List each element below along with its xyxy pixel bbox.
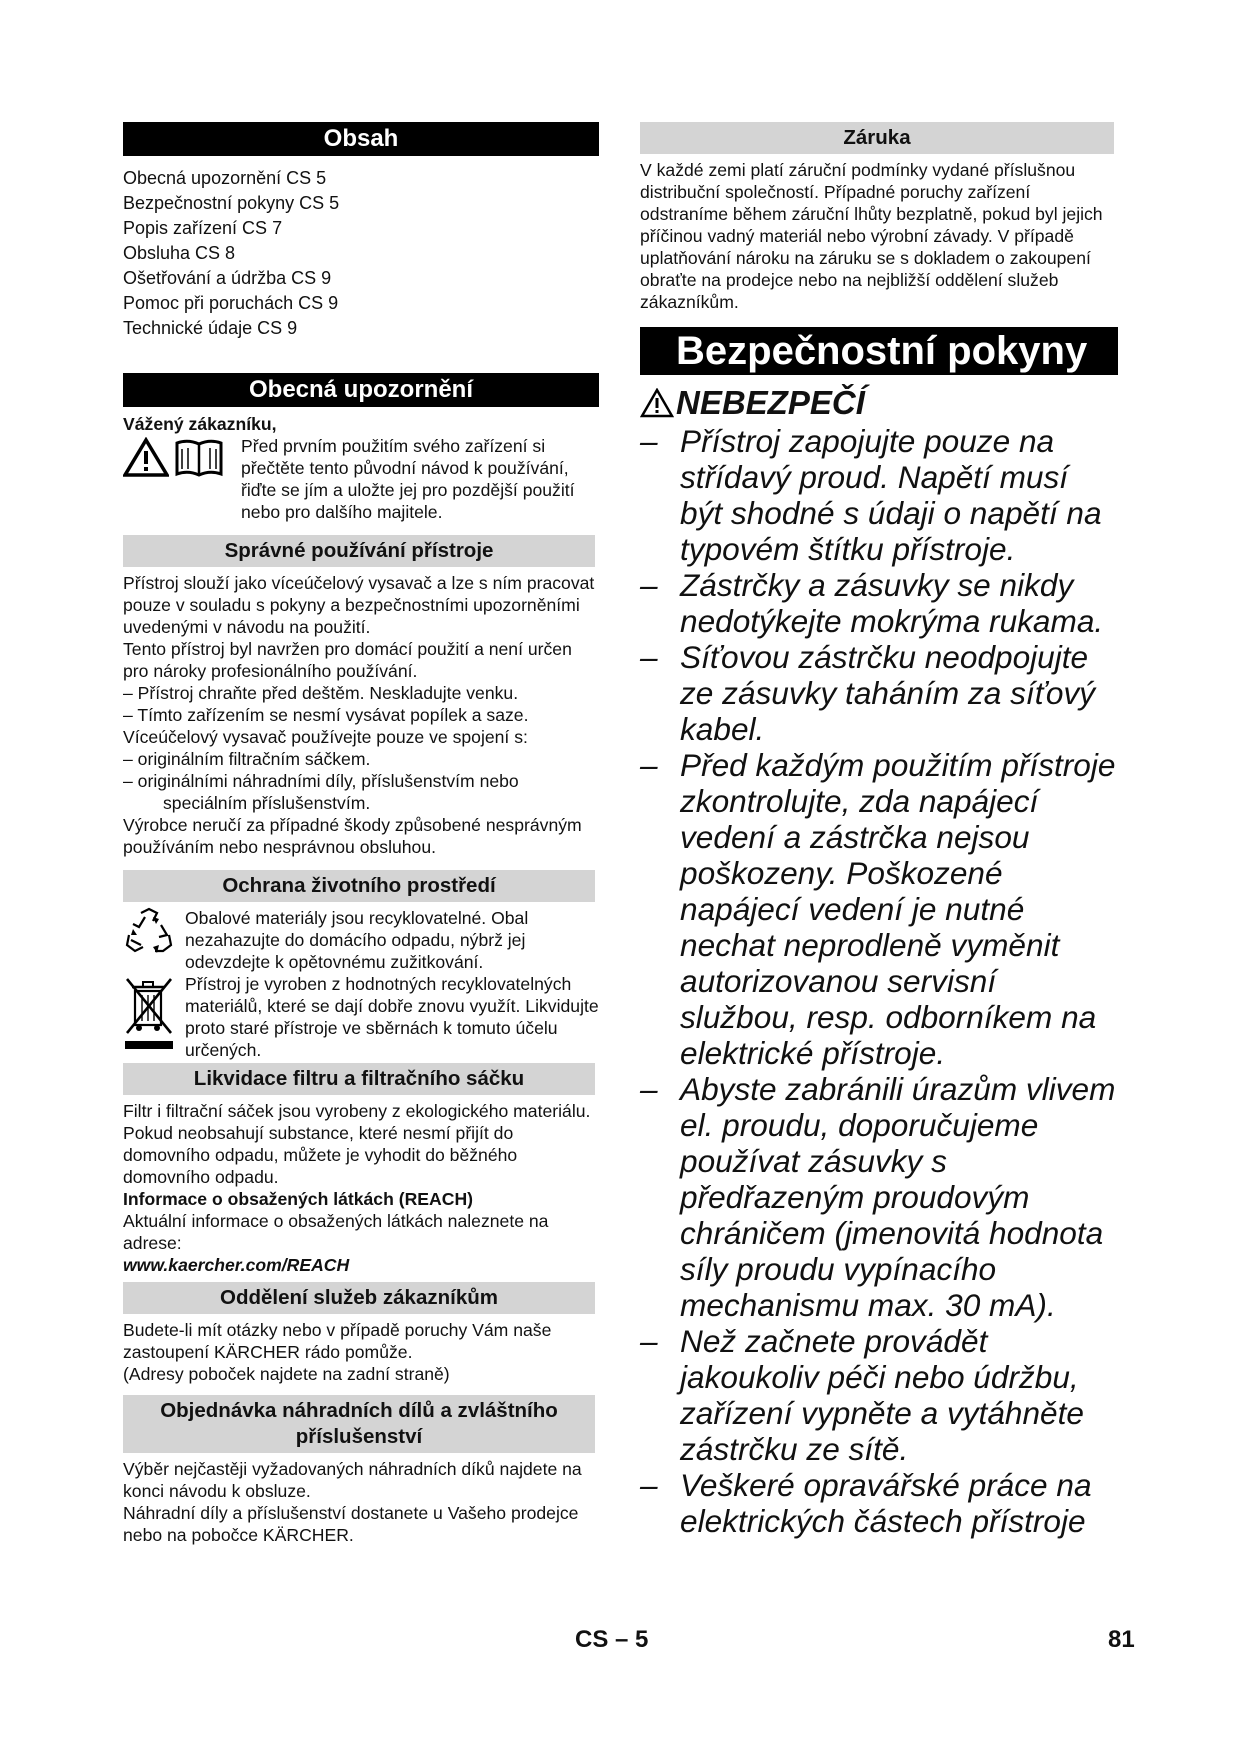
footer-section-page: CS – 5 xyxy=(575,1626,649,1653)
dash-bullet: – xyxy=(640,747,658,783)
safety-item: – Před každým použitím přístroje zkontrolujte, zda napájecí vedení a zástrčka nejsou poškozeny. Poškozené napájecí vedení je nutné nechat neprodleně vyměnit autorizovanou servisní službou, resp. odborníkem na elektrické přístroje. xyxy=(640,747,1116,1071)
proper-use-bullet: – originálním filtračním sáčkem. xyxy=(123,749,371,769)
toc-item[interactable]: Bezpečnostní pokyny CS 5 xyxy=(123,193,340,213)
disposal-text: Přístroj je vyroben z hodnotných recyklovatelných materiálů, které se dají dobře znovu využít. Likvidujte proto staré přístroje ve sběrnách k tomuto účelu určených. xyxy=(185,974,599,1060)
recycle-text: Obalové materiály jsou recyklovatelné. Obal nezahazujte do domácího odpadu, nýbrž jej odevzdejte k opětovnému zužitkování. xyxy=(185,908,529,972)
danger-label xyxy=(640,383,1118,423)
warranty-heading: Záruka xyxy=(640,122,1114,154)
filter-text-1: Filtr i filtrační sáček jsou vyrobeny z ekologického materiálu. xyxy=(123,1101,591,1121)
crossed-bin-icon xyxy=(123,973,175,1051)
general-heading: Obecná upozornění xyxy=(123,373,599,407)
safety-item: – Přístroj zapojujte pouze na střídavý proud. Napětí musí být shodné s údaji o napětí na typovém štítku přístroje. xyxy=(640,423,1102,567)
proper-use-heading: Správné používání přístroje xyxy=(123,535,595,567)
service-text-2: (Adresy poboček najdete na zadní straně) xyxy=(123,1364,450,1384)
toc-list xyxy=(123,166,599,341)
toc-item[interactable]: Popis zařízení CS 7 xyxy=(123,218,283,238)
safety-item: – Síťovou zástrčku neodpojujte ze zásuvky taháním za síťový kabel. xyxy=(640,639,1096,747)
proper-use-line: Přístroj slouží jako víceúčelový vysavač a lze s ním pracovat pouze v souladu s pokyny a bezpečnostními upozorněními uvedenými v návodu na použití. xyxy=(123,573,595,637)
dash-bullet: – xyxy=(640,1467,658,1503)
right-column xyxy=(640,122,1118,1539)
warning-triangle-icon xyxy=(123,437,169,477)
dash-bullet: – xyxy=(640,1071,658,1107)
salutation: Vážený zákazníku, xyxy=(123,414,277,434)
manual-book-icon xyxy=(173,437,225,477)
warning-manual-icons xyxy=(123,435,241,477)
dash-bullet: – xyxy=(640,567,658,603)
reach-link[interactable]: www.kaercher.com/REACH xyxy=(123,1255,350,1275)
general-intro-block xyxy=(123,435,599,523)
dash-bullet: – xyxy=(640,639,658,675)
parts-heading: Objednávka náhradních dílů a zvláštního příslušenství xyxy=(123,1395,595,1453)
filter-text-2: Pokud neobsahují substance, které nesmí přijít do domovního odpadu, můžete je vyhodit do běžného domovního odpadu. xyxy=(123,1123,518,1187)
recycle-icon xyxy=(123,907,175,957)
proper-use-text xyxy=(123,572,599,858)
safety-heading: Bezpečnostní pokyny xyxy=(640,327,1118,375)
general-intro-text: Před prvním použitím svého zařízení si přečtěte tento původní návod k používání, řiďte se jím a uložte jej pro pozdější použití nebo pro dalšího majitele. xyxy=(241,436,575,522)
reach-text: Aktuální informace o obsažených látkách naleznete na adrese: xyxy=(123,1211,549,1253)
recycle-block xyxy=(123,907,599,973)
toc-item[interactable]: Pomoc při poruchách CS 9 xyxy=(123,293,339,313)
toc-heading: Obsah xyxy=(123,122,599,156)
parts-text-2: Náhradní díly a příslušenství dostanete u Vašeho prodejce nebo na pobočce KÄRCHER. xyxy=(123,1503,579,1545)
warranty-text: V každé zemi platí záruční podmínky vydané příslušnou distribuční společností. Případné poruchy zařízení odstraníme během záruční lhůty bezplatně, pokud byl jejich příčinou vadný materiál nebo výrobní závady. V případě uplatňování nároku na záruku se s dokladem o zakoupení obraťte na prodejce nebo na nejbližší oddělení služeb zákazníkům. xyxy=(640,160,1103,312)
safety-item: – Abyste zabránili úrazům vlivem el. proudu, doporučujeme používat zásuvky s předřazeným proudovým chráničem (jmenovitá hodnota síly proudu vypínacího mechanismu max. 30 mA). xyxy=(640,1071,1116,1323)
danger-text: NEBEZPEČÍ xyxy=(676,384,865,421)
toc-item[interactable]: Technické údaje CS 9 xyxy=(123,318,298,338)
safety-item: – Zástrčky a zásuvky se nikdy nedotýkejte mokrýma rukama. xyxy=(640,567,1104,639)
safety-list xyxy=(640,423,1118,1539)
warning-triangle-icon xyxy=(640,388,674,418)
service-heading: Oddělení služeb zákazníkům xyxy=(123,1282,595,1314)
service-text-1: Budete-li mít otázky nebo v případě poruchy Vám naše zastoupení KÄRCHER rádo pomůže. xyxy=(123,1320,552,1362)
dash-bullet: – xyxy=(640,423,658,459)
disposal-block xyxy=(123,973,599,1061)
dash-bullet: – xyxy=(640,1323,658,1359)
proper-use-line: Výrobce neručí za případné škody způsobené nesprávným používáním nebo nesprávnou obsluhou. xyxy=(123,815,582,857)
footer-page-number: 81 xyxy=(1108,1626,1135,1653)
proper-use-bullet: – Tímto zařízením se nesmí vysávat popílek a saze. xyxy=(123,705,529,725)
proper-use-line: Víceúčelový vysavač používejte pouze ve spojení s: xyxy=(123,727,528,747)
toc-item[interactable]: Ošetřování a údržba CS 9 xyxy=(123,268,332,288)
toc-item[interactable]: Obsluha CS 8 xyxy=(123,243,236,263)
safety-item: – Veškeré opravářské práce na elektrických částech přístroje xyxy=(640,1467,1092,1539)
parts-text-1: Výběr nejčastěji vyžadovaných náhradních díků najdete na konci návodu k obsluze. xyxy=(123,1459,582,1501)
proper-use-line: Tento přístroj byl navržen pro domácí použití a není určen pro nároky profesionálního používání. xyxy=(123,639,572,681)
safety-item: – Než začnete provádět jakoukoliv péči nebo údržbu, zařízení vypněte a vytáhněte zástrčku ze sítě. xyxy=(640,1323,1084,1467)
filter-disposal-heading: Likvidace filtru a filtračního sáčku xyxy=(123,1063,595,1095)
proper-use-bullet: – originálními náhradními díly, příslušenstvím nebo speciálním příslušenstvím. xyxy=(123,771,519,813)
proper-use-bullet: – Přístroj chraňte před deštěm. Neskladujte venku. xyxy=(123,683,519,703)
toc-item[interactable]: Obecná upozornění CS 5 xyxy=(123,168,327,188)
reach-title: Informace o obsažených látkách (REACH) xyxy=(123,1189,474,1209)
environment-heading: Ochrana životního prostředí xyxy=(123,870,595,902)
left-column xyxy=(123,122,599,1546)
